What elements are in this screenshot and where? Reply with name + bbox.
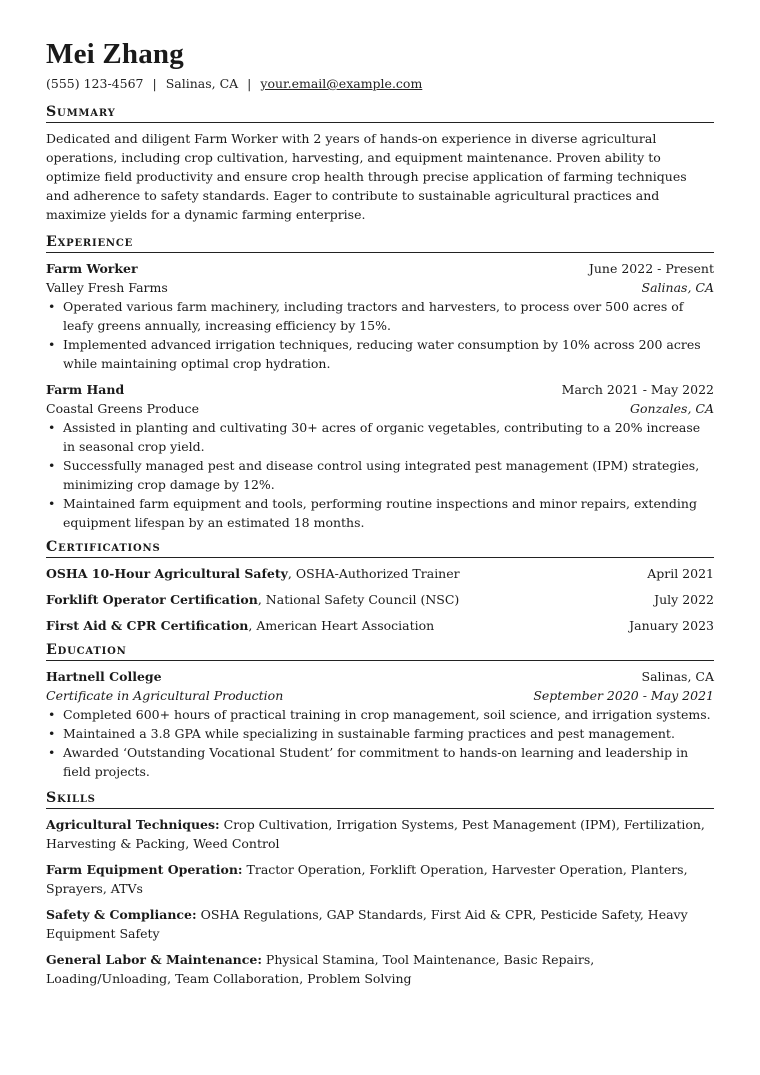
certification-row bbox=[46, 564, 714, 583]
candidate-name: Mei Zhang bbox=[46, 38, 184, 70]
experience-section bbox=[46, 234, 714, 532]
job-role: Farm Worker bbox=[46, 261, 138, 276]
skill-row bbox=[46, 815, 714, 853]
phone-number: (555) 123-4567 bbox=[46, 76, 144, 91]
skill-label: General Labor & Maintenance: bbox=[46, 952, 262, 967]
list-item: • Maintained farm equipment and tools, performing routine inspections and minor repairs, extending equipment lifespan by an estimated 18 months. bbox=[63, 494, 714, 532]
list-item: • Successfully managed pest and disease control using integrated pest management (IPM) strategies, minimizing crop damage by 12%. bbox=[63, 456, 714, 494]
certification-issuer: , OSHA-Authorized Trainer bbox=[287, 566, 460, 581]
job-bullets bbox=[46, 418, 714, 532]
education-dates: September 2020 - May 2021 bbox=[533, 688, 714, 703]
skill-label: Safety & Compliance: bbox=[46, 907, 197, 922]
skill-row bbox=[46, 950, 714, 988]
skills-section bbox=[46, 790, 714, 988]
education-heading: Education bbox=[46, 642, 714, 661]
contact-separator: | bbox=[152, 76, 157, 91]
school-name: Hartnell College bbox=[46, 669, 162, 684]
program-name: Certificate in Agricultural Production bbox=[46, 688, 284, 703]
job-bullets bbox=[46, 297, 714, 373]
job-entry bbox=[46, 380, 714, 532]
skill-label: Agricultural Techniques: bbox=[46, 817, 220, 832]
certifications-heading: Certifications bbox=[46, 539, 714, 558]
certifications-section bbox=[46, 539, 714, 635]
certification-name: First Aid & CPR Certification bbox=[46, 618, 249, 633]
certification-date: April 2021 bbox=[647, 566, 714, 581]
job-role: Farm Hand bbox=[46, 382, 125, 397]
email-link[interactable]: your.email@example.com bbox=[260, 76, 423, 91]
education-bullets bbox=[46, 705, 714, 781]
job-dates: March 2021 - May 2022 bbox=[561, 382, 714, 397]
skill-text: Physical Stamina, Tool Maintenance, Basic Repairs, Loading/Unloading, Team Collaboration, Problem Solving bbox=[46, 952, 595, 986]
experience-heading: Experience bbox=[46, 234, 714, 253]
list-item: • Completed 600+ hours of practical training in crop management, soil science, and irrigation systems. bbox=[63, 705, 714, 724]
list-item: • Maintained a 3.8 GPA while specializing in sustainable farming practices and pest management. bbox=[63, 724, 714, 743]
job-dates: June 2022 - Present bbox=[588, 261, 714, 276]
list-item: • Assisted in planting and cultivating 30+ acres of organic vegetables, contributing to a 20% increase in seasonal crop yield. bbox=[63, 418, 714, 456]
skill-row bbox=[46, 905, 714, 943]
job-location: Gonzales, CA bbox=[630, 401, 714, 416]
skill-text: Crop Cultivation, Irrigation Systems, Pest Management (IPM), Fertilization, Harvesting & Packing, Weed Control bbox=[46, 817, 705, 851]
summary-section bbox=[46, 104, 714, 224]
skill-row bbox=[46, 860, 714, 898]
certification-row bbox=[46, 590, 714, 609]
certification-name: Forklift Operator Certification bbox=[46, 592, 258, 607]
certification-row bbox=[46, 616, 714, 635]
location: Salinas, CA bbox=[165, 76, 239, 91]
school-location: Salinas, CA bbox=[641, 669, 714, 684]
certification-issuer: , National Safety Council (NSC) bbox=[257, 592, 460, 607]
job-company: Valley Fresh Farms bbox=[46, 280, 168, 295]
certification-name: OSHA 10-Hour Agricultural Safety bbox=[46, 566, 288, 581]
job-location: Salinas, CA bbox=[641, 280, 714, 295]
certification-issuer: , American Heart Association bbox=[248, 618, 435, 633]
skills-heading: Skills bbox=[46, 790, 714, 809]
contact-separator: | bbox=[247, 76, 252, 91]
job-company: Coastal Greens Produce bbox=[46, 401, 199, 416]
certification-date: July 2022 bbox=[654, 592, 714, 607]
skill-label: Farm Equipment Operation: bbox=[46, 862, 243, 877]
list-item: • Implemented advanced irrigation techniques, reducing water consumption by 10% across 200 acres while maintaining optimal crop hydration. bbox=[63, 335, 714, 373]
certification-date: January 2023 bbox=[629, 618, 714, 633]
contact-line bbox=[46, 76, 714, 92]
education-section bbox=[46, 642, 714, 781]
list-item: • Awarded ‘Outstanding Vocational Student’ for commitment to hands-on learning and leadership in field projects. bbox=[63, 743, 714, 781]
skill-text: Tractor Operation, Forklift Operation, Harvester Operation, Planters, Sprayers, ATVs bbox=[46, 862, 688, 896]
skill-text: OSHA Regulations, GAP Standards, First Aid & CPR, Pesticide Safety, Heavy Equipment Safety bbox=[46, 907, 688, 941]
summary-heading: Summary bbox=[46, 104, 714, 123]
summary-text: Dedicated and diligent Farm Worker with 2 years of hands-on experience in diverse agricultural operations, including crop cultivation, harvesting, and equipment maintenance. Proven ability to optimize field productivity and ensure crop health through precise application of farming techniques and adherence to safety standards. Eager to contribute to sustainable agricultural practices and maximize yields for a dynamic farming enterprise. bbox=[46, 131, 687, 222]
list-item: • Operated various farm machinery, including tractors and harvesters, to process over 500 acres of leafy greens annually, increasing efficiency by 15%. bbox=[63, 297, 714, 335]
job-entry bbox=[46, 259, 714, 373]
